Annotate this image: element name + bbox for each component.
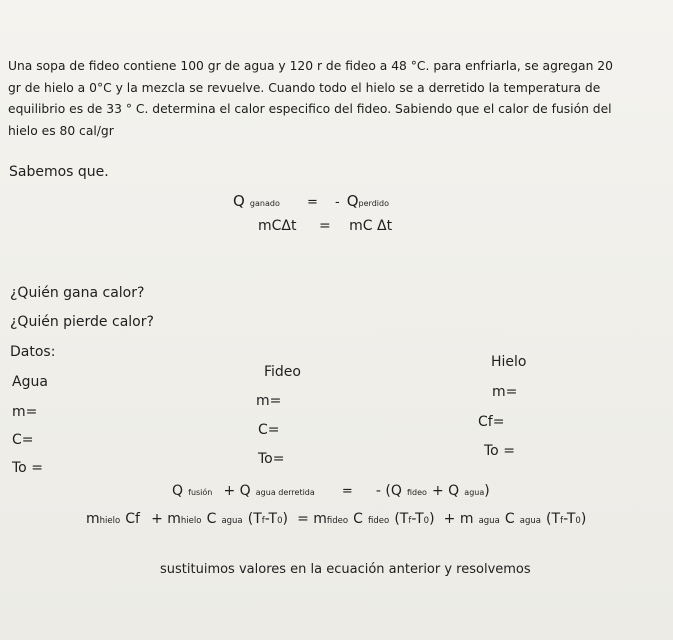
fideo-title: Fideo: [264, 364, 301, 380]
datos-heading: Datos:: [10, 344, 56, 360]
sustituimos-note: sustituimos valores en la ecuación anterior y resolvemos: [160, 562, 531, 577]
equation-mcdt: mCΔt = mC Δt: [258, 218, 393, 234]
problem-statement: [8, 56, 648, 142]
problem-line: hielo es 80 cal/gr: [8, 123, 114, 138]
hielo-mass: m=: [492, 384, 518, 400]
fideo-mass: m=: [256, 393, 282, 409]
fideo-c: C=: [258, 422, 280, 438]
fideo-to: To=: [258, 451, 285, 467]
equation-expanded: mhielo Cf + mhielo C agua (Tf-T0) = mfideo C fideo (Tf-T0) + m agua C agua (Tf-T0): [86, 511, 587, 527]
hielo-title: Hielo: [491, 354, 527, 370]
problem-line: Una sopa de fideo contiene 100 gr de agua y 120 r de fideo a 48 °C. para enfriarla, se agregan 20: [8, 59, 613, 73]
hielo-cf: Cf=: [478, 414, 505, 430]
question-pierde: ¿Quién pierde calor?: [10, 314, 154, 330]
problem-line: gr de hielo a 0°C y la mezcla se revuelve. Cuando todo el hielo se a derretido la temperatura de: [8, 80, 601, 95]
agua-title: Agua: [12, 374, 48, 390]
agua-c: C=: [12, 432, 34, 448]
agua-mass: m=: [12, 404, 38, 420]
hielo-to: To =: [484, 443, 515, 459]
equation-heat-balance: Q ganado = - Qperdido: [233, 192, 389, 210]
problem-line: equilibrio es de 33 ° C. determina el calor especifico del fideo. Sabiendo que el calor de fusión del: [8, 102, 612, 116]
question-gana: ¿Quién gana calor?: [10, 285, 145, 301]
sabemos-heading: Sabemos que.: [9, 164, 109, 180]
agua-to: To =: [12, 460, 43, 476]
equation-q-balance: Q fusión + Q agua derretida = - (Q fideo + Q agua): [172, 483, 490, 499]
